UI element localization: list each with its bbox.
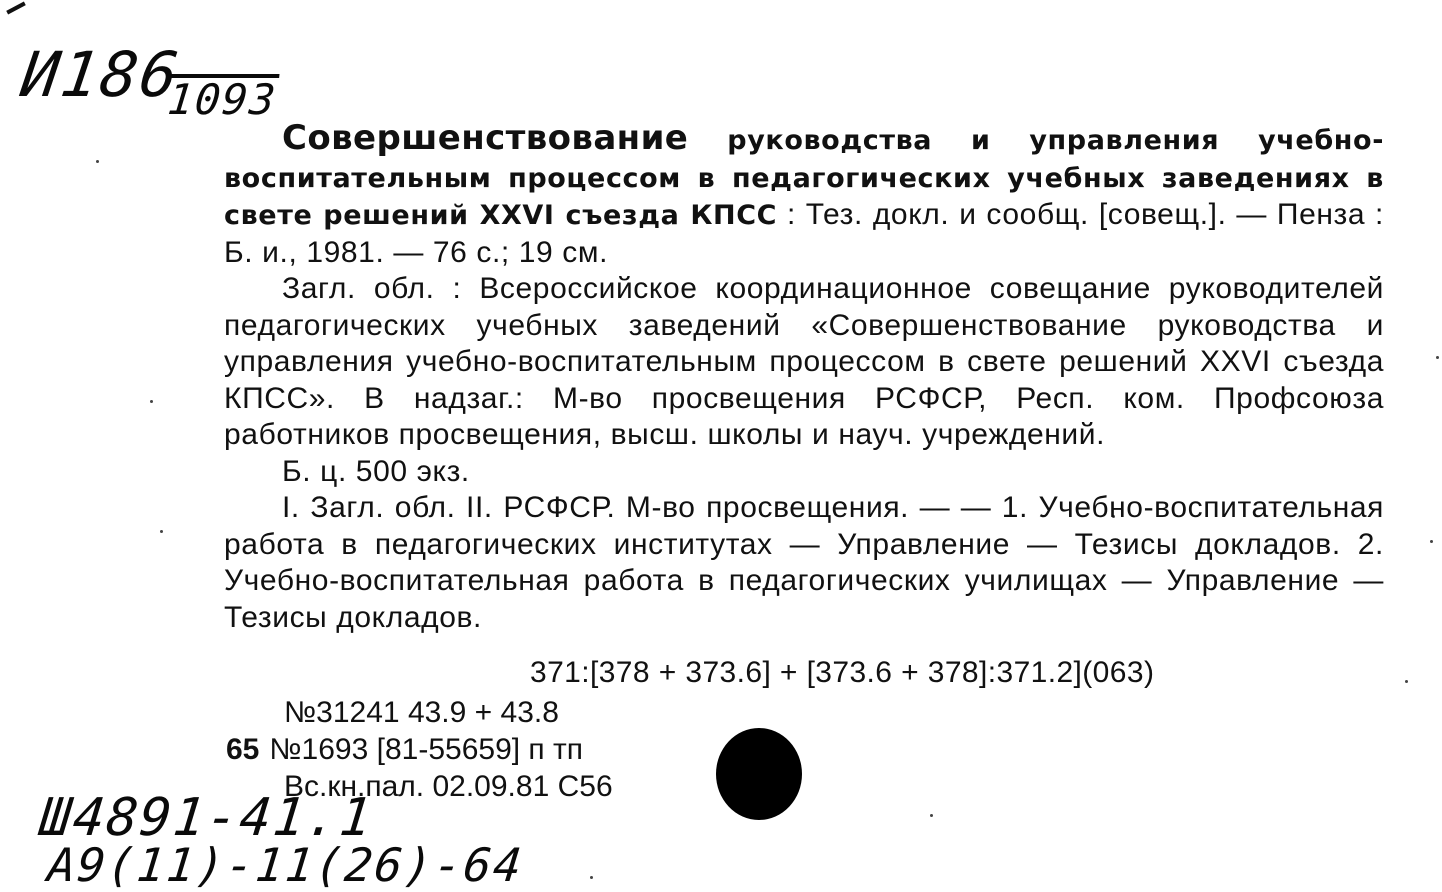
- handwritten-shelf-number: 1093: [165, 75, 280, 124]
- speckle: [590, 876, 593, 879]
- speckle: [1430, 540, 1433, 543]
- speckle: [930, 814, 933, 817]
- handwritten-index-code: А9(11)-11(26)-64: [45, 838, 526, 892]
- registration-number: №1693 [81-55659] п тп: [269, 733, 583, 766]
- punch-hole: [716, 728, 802, 820]
- title-paragraph: [224, 120, 1384, 271]
- title-lead-word: Совершенствование: [282, 118, 689, 158]
- price-and-print-run: Б. ц. 500 экз.: [282, 454, 470, 488]
- speckle: [150, 400, 153, 403]
- registration-prefix: 65: [226, 733, 260, 766]
- bbk-codes: №31241 43.9 + 43.8: [284, 696, 559, 729]
- chamber-stamp-line: Вс.кн.пал. 02.09.81 С56: [284, 770, 613, 803]
- handwritten-shelf-mark: И186: [16, 38, 185, 111]
- tracings: I. Загл. обл. II. РСФСР. М-во просвещения. — — 1. Учебно-воспитательная работа в педагогических институтах — Управление — Тезисы докладов. 2. Учебно-воспитательная работа в педагогических училищах — Управление — Тезисы докладов.: [224, 491, 1384, 634]
- speckle: [1405, 680, 1408, 683]
- pen-mark: [6, 2, 26, 15]
- imprint: : Тез. докл. и сообщ. [совещ.]. — Пенза : Б. и., 1981. — 76 с.; 19 см.: [224, 198, 1384, 269]
- speckle: [96, 160, 99, 163]
- handwritten-inventory-code: Ш4891-41.1: [36, 788, 377, 848]
- bibliographic-entry: [224, 120, 1384, 636]
- speckle: [160, 530, 163, 533]
- udc-classification: 371:[378 + 373.6] + [373.6 + 378]:371.2](063): [530, 656, 1155, 689]
- title-rest: руководства и управления учебно-воспитательным процессом в педагогических учебных заведениях в свете решений XXVI съезда КПСС: [224, 125, 1384, 231]
- speckle: [1436, 356, 1439, 359]
- registration-line: [226, 733, 583, 767]
- cover-title-note: Загл. обл. : Всероссийское координационное совещание руководителей педагогических учебных заведений «Совершенствование руководства и управления учебно-воспитательным процессом в свете решений XXVI съезда КПСС». В надзаг.: М-во просвещения РСФСР, Респ. ком. Профсоюза работников просвещения, высш. школы и науч. учреждений.: [224, 272, 1384, 451]
